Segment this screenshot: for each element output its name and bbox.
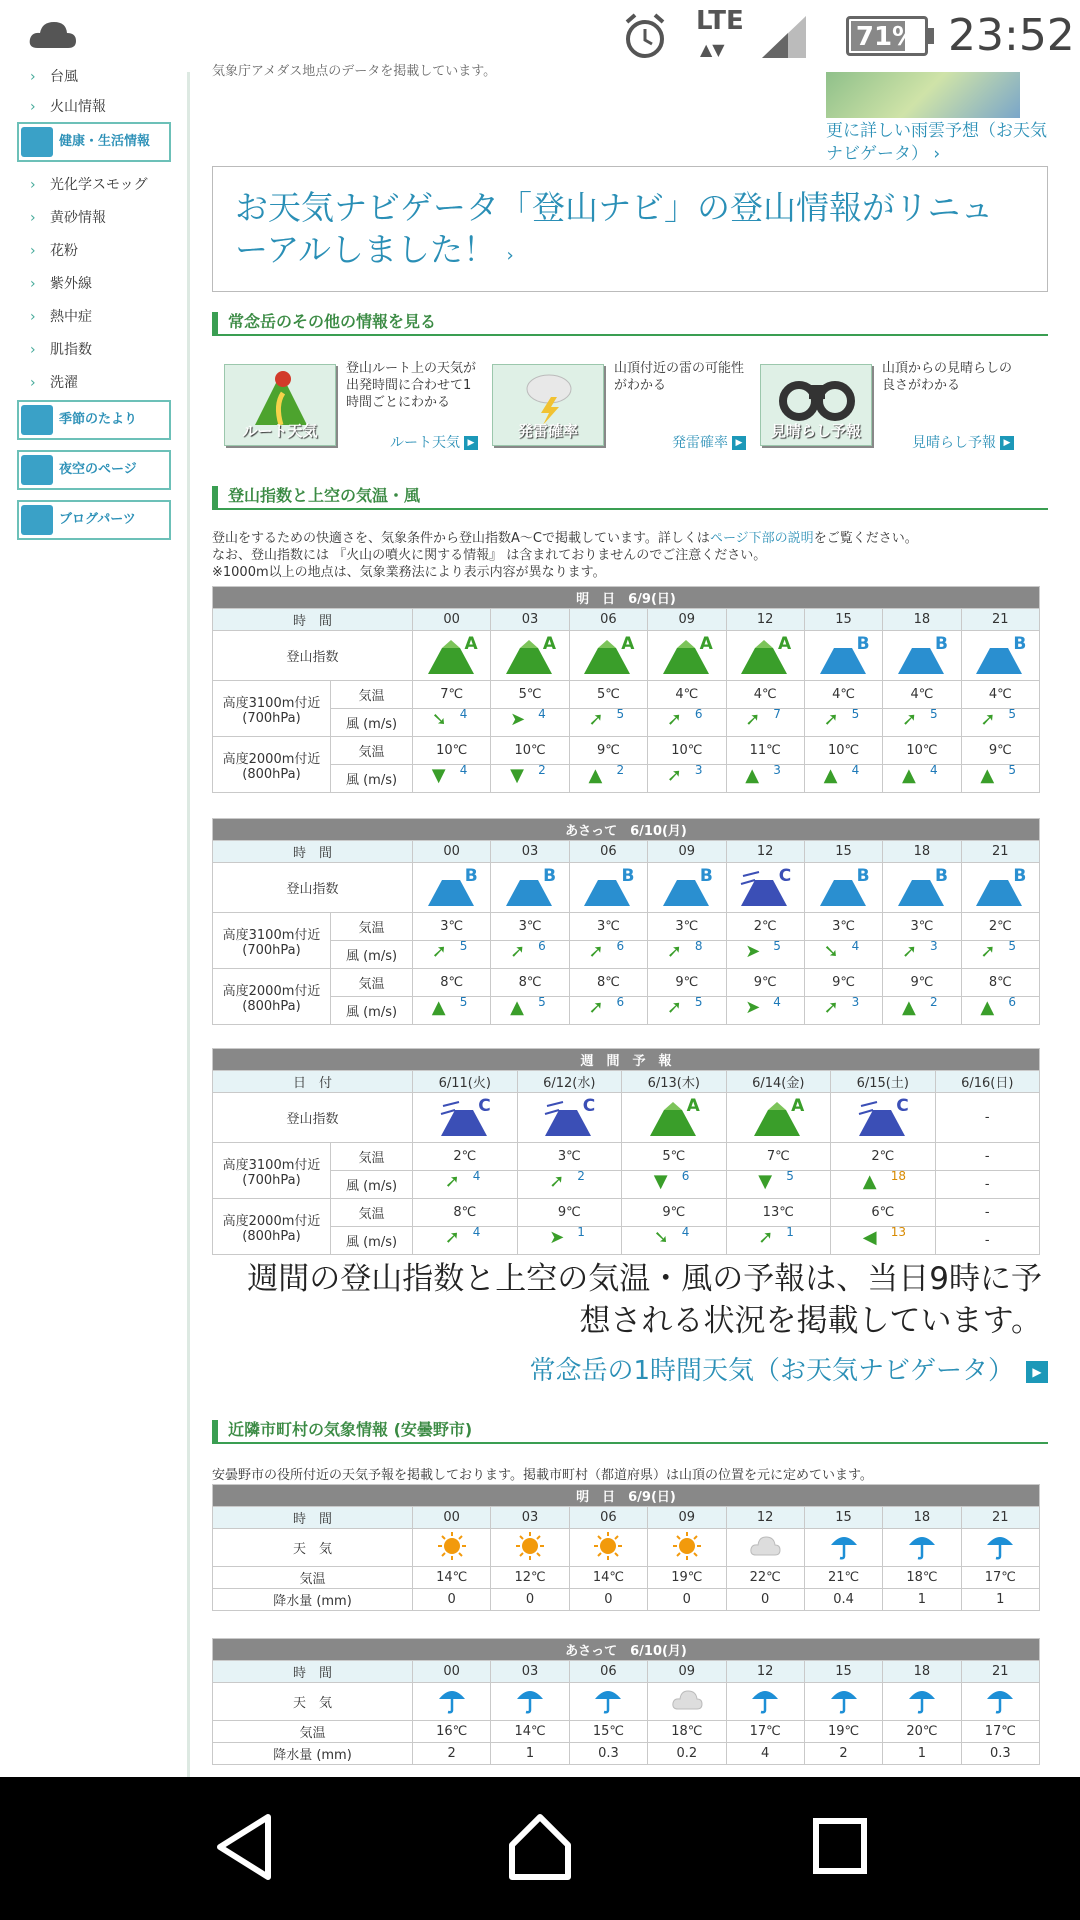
wind-indicator: ➚ 8 [666, 938, 703, 962]
signal-icon [760, 14, 810, 60]
wind-indicator: ➚ 5 [666, 994, 703, 1018]
wind-indicator: ▲ 2 [588, 762, 625, 786]
battery-percent: 71% [855, 22, 919, 52]
sun-icon [672, 1531, 702, 1561]
wind-indicator: ➚ 2 [549, 1168, 585, 1192]
mountain-index-icon: C [857, 1098, 909, 1138]
wind-indicator: ▲ 5 [980, 762, 1016, 786]
wind-indicator: ➘ 4 [653, 1224, 690, 1248]
chevron-right-icon: › [30, 177, 36, 193]
status-bar [0, 0, 1080, 72]
sidebar-item-volcano[interactable]: › 火山情報 [30, 96, 106, 118]
navigation-bar [0, 1777, 1080, 1920]
sidebar-item-yellow-sand[interactable]: › 黄砂情報 [30, 207, 106, 229]
mountain-index-icon: B [504, 868, 556, 908]
route-weather-link[interactable]: ルート天気 ▶ [390, 432, 478, 452]
wind-indicator: ➤ 4 [510, 706, 546, 730]
wind-indicator: ▲ 6 [980, 994, 1016, 1018]
wind-indicator: ➚ 4 [444, 1168, 481, 1192]
info-card-route[interactable]: ルート天気 登山ルート上の天気が出発時間に合わせて1時間ごとにわかる ルート天気 ▶ [212, 364, 478, 456]
info-card-thunder[interactable]: 発雷確率 山頂付近の雷の可能性がわかる 発雷確率 ▶ [480, 364, 746, 456]
week-forecast-note: 週間の登山指数と上空の気温・風の予報は、当日9時に予想される状況を掲載しています。 [247, 1261, 1042, 1339]
sidebar-item-pollen[interactable]: › 花粉 [30, 240, 78, 262]
sidebar-head-season[interactable]: 季節のたより [17, 400, 171, 440]
wind-indicator: ➚ 5 [901, 706, 938, 730]
main-content [210, 64, 1060, 1777]
sun-icon [437, 1531, 467, 1561]
chevron-right-icon: › [30, 210, 36, 226]
mountain-index-icon: C [543, 1098, 595, 1138]
explanation-link[interactable]: ページ下部の説明 [709, 531, 814, 546]
wind-indicator: ➚ 3 [901, 938, 938, 962]
chevron-right-icon: › [30, 375, 36, 391]
battery-icon [846, 16, 928, 56]
wind-indicator: ➚ 5 [980, 938, 1016, 962]
mountain-index-icon: B [974, 636, 1026, 676]
recents-icon[interactable] [812, 1817, 868, 1875]
mountain-index-icon: B [818, 636, 870, 676]
nearby-table-dayafter: あさって 6/10(月) 時 間 00 03 06 09 12 15 18 21 天 気 気温 16℃ 14℃ 15℃ 18℃ 17℃ 19℃ 20℃ 17℃ 降水量 (mm) 2 1 0.3 0.2 4 2 1 0.3 [212, 1638, 1040, 1765]
cloud-icon [671, 1687, 703, 1713]
mountain-table-tomorrow: 明 日 6/9(日) 時 間 00 03 06 09 12 15 18 21 登山指数 A A A A A B B B 高度3100m付近 (700hPa) 気温 7℃ 5℃ 5℃ 4℃ 4℃ 4℃ 4℃ 4℃ 風 (m/s) ➘ 4 ➤ 4 ➚ 5 ➚ 6 ➚ 7 ➚ 5 ➚ 5 ➚ 5 高度2000m付近 (800hPa) 気温 10℃ 10℃ 9℃ 10℃ 11℃ 10℃ 10℃ 9℃ 風 (m/s) ▼ 4 ▼ 2 ▲ 2 ➚ 3 ▲ 3 ▲ 4 ▲ 4 ▲ 5 [212, 586, 1040, 793]
play-icon: ▶ [1026, 1361, 1048, 1383]
umbrella-icon [829, 1685, 859, 1715]
network-type: LTE [696, 6, 744, 36]
umbrella-icon [750, 1685, 780, 1715]
mountain-index-icon: B [426, 868, 478, 908]
info-card-view[interactable]: 見晴らし予報 山頂からの見晴らしの良さがわかる 見晴らし予報 ▶ [748, 364, 1014, 456]
umbrella-icon [907, 1531, 937, 1561]
sidebar [0, 69, 190, 1777]
sidebar-head-night-sky[interactable]: 夜空のページ [17, 450, 171, 490]
chevron-right-icon: › [30, 69, 36, 85]
wind-indicator: ▲ 5 [431, 994, 468, 1018]
mountain-index-icon: A [648, 1098, 700, 1138]
wind-indicator: ➚ 5 [823, 706, 860, 730]
umbrella-icon [593, 1685, 623, 1715]
section-other-info: 常念岳のその他の情報を見る [212, 312, 1048, 336]
mountain-index-icon: C [439, 1098, 491, 1138]
route-icon: ルート天気 [224, 364, 336, 446]
mountain-index-icon: B [661, 868, 713, 908]
wind-indicator: ➚ 5 [431, 938, 468, 962]
back-icon[interactable] [214, 1813, 274, 1881]
umbrella-icon [829, 1531, 859, 1561]
rain-cloud-link[interactable]: 更に詳しい雨雲予想（お天気ナビゲータ） › [826, 121, 1047, 164]
wind-indicator: ▼ 2 [510, 762, 546, 786]
wind-indicator: ➚ 3 [823, 994, 860, 1018]
home-icon [21, 127, 53, 157]
wind-indicator: ▲ 4 [823, 762, 860, 786]
chevron-right-icon: › [30, 243, 36, 259]
nearby-description: 安曇野市の役所付近の天気予報を掲載しております。掲載市町村（都道府県）は山頂の位置を元に定めています。 [212, 1468, 873, 1483]
wind-indicator: ➘ 4 [823, 938, 860, 962]
data-arrows-icon: ▲▼ [700, 40, 725, 59]
wind-indicator: ➚ 7 [745, 706, 781, 730]
mountain-index-icon: B [818, 868, 870, 908]
wind-indicator: ➚ 5 [588, 706, 625, 730]
section-nearby: 近隣市町村の気象情報 (安曇野市) [212, 1420, 1048, 1444]
wind-indicator: ➚ 6 [666, 706, 703, 730]
mountain-index-icon: A [426, 636, 478, 676]
mountain-index-icon: B [896, 636, 948, 676]
wind-indicator: ➚ 4 [444, 1224, 481, 1248]
umbrella-icon [515, 1685, 545, 1715]
wind-indicator: ▲ 3 [745, 762, 781, 786]
wind-indicator: ➘ 4 [431, 706, 468, 730]
wind-indicator: ▲ 2 [901, 994, 938, 1018]
sidebar-item-heatstroke[interactable]: › 熱中症 [30, 306, 92, 328]
cloud-icon [749, 1533, 781, 1559]
clock: 23:52 [948, 10, 1075, 61]
mountain-index-icon: A [582, 636, 634, 676]
mountain-index-icon: A [739, 636, 791, 676]
mountain-table-week: 週 間 予 報 日 付 6/11(火) 6/12(水) 6/13(木) 6/14(金) 6/15(土) 6/16(日) 登山指数 C C A A C - 高度3100m付近 (700hPa) 気温 2℃ 3℃ 5℃ 7℃ 2℃ - 風 (m/s) ➚ 4 ➚ 2 ▼ 6 ▼ 5 ▲ 18 - 高度2000m付近 (800hPa) 気温 8℃ 9℃ 9℃ 13℃ 6℃ - 風 (m/s) ➚ 4 ➤ 1 ➘ 4 ➚ 1 ◀ 13 - [212, 1048, 1040, 1255]
rain-cloud-map[interactable] [826, 72, 1020, 118]
page-content [0, 64, 1080, 1777]
mountain-index-icon: B [974, 868, 1026, 908]
wind-indicator: ▼ 5 [758, 1168, 794, 1192]
chevron-right-icon: › [30, 276, 36, 292]
play-icon: ▶ [732, 436, 746, 450]
sun-icon [593, 1531, 623, 1561]
mountain-table-dayafter: あさって 6/10(月) 時 間 00 03 06 09 12 15 18 21 登山指数 B B B B C B B B 高度3100m付近 (700hPa) 気温 3℃ 3℃ 3℃ 3℃ 2℃ 3℃ 3℃ 2℃ 風 (m/s) ➚ 5 ➚ 6 ➚ 6 ➚ 8 ➤ 5 ➘ 4 ➚ 3 ➚ 5 高度2000m付近 (800hPa) 気温 8℃ 8℃ 8℃ 9℃ 9℃ 9℃ 9℃ 8℃ 風 (m/s) ▲ 5 ▲ 5 ➚ 6 ➚ 5 ➤ 4 ➚ 3 ▲ 2 ▲ 6 [212, 818, 1040, 1025]
binoculars-icon: 見晴らし予報 [760, 364, 872, 446]
moon-icon [21, 455, 53, 485]
umbrella-icon [985, 1685, 1015, 1715]
sidebar-item-typhoon[interactable]: › 台風 [30, 66, 78, 88]
wind-indicator: ➚ 3 [666, 762, 703, 786]
wind-indicator: ➚ 6 [588, 938, 625, 962]
nearby-table-tomorrow: 明 日 6/9(日) 時 間 00 03 06 09 12 15 18 21 天 気 気温 14℃ 12℃ 14℃ 19℃ 22℃ 21℃ 18℃ 17℃ 降水量 (mm) 0 0 0 0 0 0.4 1 1 [212, 1484, 1040, 1611]
wind-indicator: ▼ 6 [653, 1168, 690, 1192]
wind-indicator: ➤ 5 [745, 938, 781, 962]
wind-indicator: ▼ 4 [431, 762, 468, 786]
wind-indicator: ➤ 1 [549, 1224, 585, 1248]
battery-tip [928, 28, 934, 44]
sun-icon [515, 1531, 545, 1561]
sidebar-item-uv[interactable]: › 紫外線 [30, 273, 92, 295]
umbrella-icon [985, 1531, 1015, 1561]
wind-indicator: ➚ 5 [980, 706, 1016, 730]
chevron-right-icon: › [30, 99, 36, 115]
sidebar-item-smog[interactable]: › 光化学スモッグ [30, 174, 148, 196]
section-mountain-index: 登山指数と上空の気温・風 [212, 486, 1048, 510]
wind-indicator: ➤ 4 [745, 994, 781, 1018]
navi-banner[interactable]: お天気ナビゲータ「登山ナビ」の登山情報がリニューアルしました！ › [212, 166, 1048, 292]
sidebar-item-laundry[interactable]: › 洗濯 [30, 372, 78, 394]
play-icon: ▶ [464, 436, 478, 450]
wind-indicator: ▲ 18 [862, 1168, 907, 1192]
hourly-weather-link[interactable]: 常念岳の1時間天気（お天気ナビゲータ） ▶ [450, 1350, 1048, 1387]
chevron-right-icon: › [30, 342, 36, 358]
mountain-index-description: 登山をするための快適さを、気象条件から登山指数A～Cで掲載しています。詳しくはページ下部の説明をご覧ください。 なお、登山指数には 『火山の噴火に関する情報』 は含まれておりませんのでご注意ください。 ※1000m以上の地点は、気象業務法により表示内容が異なります。 [212, 531, 918, 580]
mountain-index-icon: B [896, 868, 948, 908]
chevron-right-icon: › [506, 245, 514, 266]
alarm-icon [622, 12, 668, 60]
mountain-index-icon: A [504, 636, 556, 676]
sidebar-head-health[interactable]: 健康・生活情報 [17, 122, 171, 162]
home-icon[interactable] [508, 1813, 572, 1881]
chevron-right-icon: › [30, 309, 36, 325]
gear-icon [21, 505, 53, 535]
view-forecast-link[interactable]: 見晴らし予報 ▶ [912, 432, 1014, 452]
weather-cloud-icon [28, 18, 78, 50]
umbrella-icon [437, 1685, 467, 1715]
sidebar-head-blog-parts[interactable]: ブログパーツ [17, 500, 171, 540]
mountain-index-icon: A [752, 1098, 804, 1138]
sidebar-item-skin[interactable]: › 肌指数 [30, 339, 92, 361]
mountain-index-icon: C [739, 868, 791, 908]
thunder-icon: 発雷確率 [492, 364, 604, 446]
play-icon: ▶ [1000, 436, 1014, 450]
mountain-index-icon: B [582, 868, 634, 908]
umbrella-icon [907, 1685, 937, 1715]
sprout-icon [21, 405, 53, 435]
wind-indicator: ➚ 6 [510, 938, 546, 962]
mountain-index-icon: A [661, 636, 713, 676]
wind-indicator: ◀ 13 [862, 1224, 907, 1248]
thunder-prob-link[interactable]: 発雷確率 ▶ [672, 432, 746, 452]
wind-indicator: ▲ 5 [510, 994, 546, 1018]
wind-indicator: ▲ 4 [901, 762, 938, 786]
wind-indicator: ➚ 1 [758, 1224, 794, 1248]
wind-indicator: ➚ 6 [588, 994, 625, 1018]
amedas-note: 気象庁アメダス地点のデータを掲載しています。 [212, 64, 497, 79]
